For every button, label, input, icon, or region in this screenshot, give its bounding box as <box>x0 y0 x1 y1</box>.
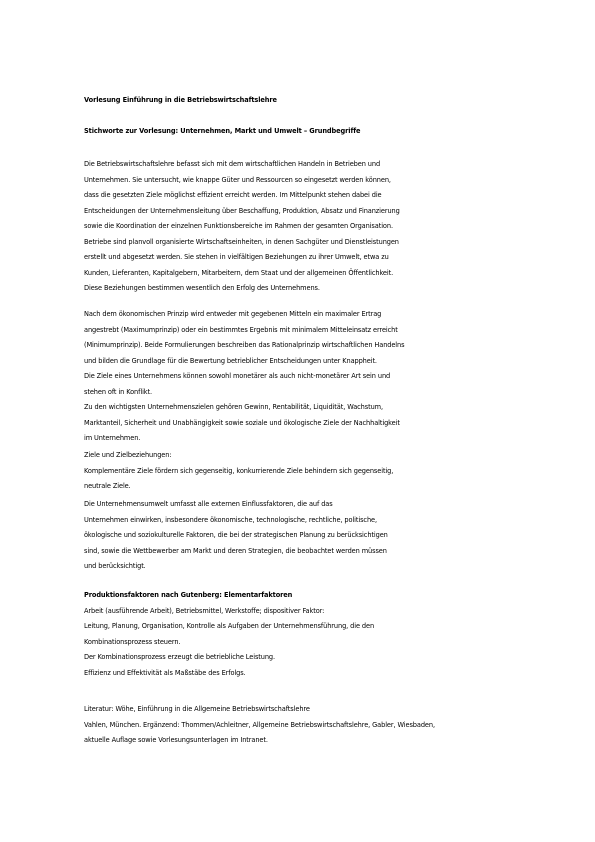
list-2 <box>84 588 514 681</box>
paragraph-1 <box>84 157 514 297</box>
document-title: Vorlesung Einführung in die Betriebswirtschaftslehre <box>84 96 277 104</box>
text-line: Literatur: Wöhe, Einführung in die Allgemeine Betriebswirtschaftslehre <box>84 705 310 713</box>
text-line: erstellt und abgesetzt werden. Sie stehen in vielfältigen Beziehungen zu ihrer Umwelt, etwa zu <box>84 253 389 261</box>
text-line: dass die gesetzten Ziele möglichst effizient erreicht werden. Im Mittelpunkt stehen dabei die <box>84 191 382 199</box>
text-line: Betriebe sind planvoll organisierte Wirtschaftseinheiten, in denen Sachgüter und Dienstleistungen <box>84 237 399 246</box>
text-line: (Minimumprinzip). Beide Formulierungen beschreiben das Rationalprinzip wirtschaftlichen Handelns <box>84 341 405 349</box>
text-line: und bilden die Grundlage für die Bewertung betrieblicher Entscheidungen unter Knappheit. <box>84 356 377 365</box>
list-item: Ziele und Zielbeziehungen: <box>84 451 172 459</box>
list-item: Kombinationsprozess steuern. <box>84 637 181 646</box>
text-line: Entscheidungen der Unternehmensleitung über Beschaffung, Produktion, Absatz und Finanzierung <box>84 206 400 215</box>
list-item: Effizienz und Effektivität als Maßstäbe des Erfolgs. <box>84 668 246 677</box>
document-title-block <box>84 93 514 109</box>
text-line: Kunden, Lieferanten, Kapitalgebern, Mitarbeitern, dem Staat und der allgemeinen Öffentlichkeit. <box>84 268 394 277</box>
text-line: Die Unternehmensumwelt umfasst alle externen Einflussfaktoren, die auf das <box>84 500 333 508</box>
list-item: Der Kombinationsprozess erzeugt die betriebliche Leistung. <box>84 653 276 661</box>
text-line: Marktanteil, Sicherheit und Unabhängigkeit sowie soziale und ökologische Ziele der Nachhaltigkeit <box>84 418 400 427</box>
document-subtitle-block <box>84 124 514 140</box>
text-line: Die Betriebswirtschaftslehre befasst sich mit dem wirtschaftlichen Handeln in Betrieben und <box>84 160 381 168</box>
list-heading: Produktionsfaktoren nach Gutenberg: Elementarfaktoren <box>84 591 293 599</box>
text-line: sowie die Koordination der einzelnen Funktionsbereiche im Rahmen der gesamten Organisation. <box>84 222 393 230</box>
text-line: Unternehmen. Sie untersucht, wie knappe Güter und Ressourcen so eingesetzt werden können, <box>84 175 391 184</box>
list-item: Arbeit (ausführende Arbeit), Betriebsmittel, Werkstoffe; dispositiver Faktor: <box>84 606 325 615</box>
text-line: Nach dem ökonomischen Prinzip wird entweder mit gegebenen Mitteln ein maximaler Ertrag <box>84 310 382 318</box>
list-item: neutrale Ziele. <box>84 482 131 490</box>
paragraph-3 <box>84 400 514 447</box>
text-line: Diese Beziehungen bestimmen wesentlich den Erfolg des Unternehmens. <box>84 284 320 292</box>
document-subtitle: Stichworte zur Vorlesung: Unternehmen, Markt und Umwelt – Grundbegriffe <box>84 127 361 135</box>
text-line: angestrebt (Maximumprinzip) oder ein bestimmtes Ergebnis mit minimalem Mitteleinsatz erreicht <box>84 325 398 334</box>
list-1 <box>84 448 514 495</box>
paragraph-4 <box>84 497 514 575</box>
section-literature <box>84 702 514 749</box>
text-line: im Unternehmen. <box>84 434 141 442</box>
text-line: und berücksichtigt. <box>84 562 146 570</box>
text-line: stehen oft in Konflikt. <box>84 387 153 396</box>
list-item: Leitung, Planung, Organisation, Kontrolle als Aufgaben der Unternehmensführung, die den <box>84 622 375 630</box>
text-line: Die Ziele eines Unternehmens können sowohl monetärer als auch nicht-monetärer Art sein und <box>84 372 391 380</box>
paragraph-2 <box>84 307 514 400</box>
text-line: aktuelle Auflage sowie Vorlesungsunterlagen im Intranet. <box>84 736 268 744</box>
text-line: sind, sowie die Wettbewerber am Markt und deren Strategien, die beobachtet werden müssen <box>84 546 387 555</box>
text-line: Unternehmen einwirken, insbesondere ökonomische, technologische, rechtliche, politische, <box>84 515 377 524</box>
list-item: Komplementäre Ziele fördern sich gegenseitig, konkurrierende Ziele behindern sich gegenseitig, <box>84 466 394 475</box>
text-line: Zu den wichtigsten Unternehmenszielen gehören Gewinn, Rentabilität, Liquidität, Wachstum, <box>84 403 383 411</box>
text-line: Vahlen, München. Ergänzend: Thommen/Achleitner, Allgemeine Betriebswirtschaftslehre, Gabler, Wiesbaden, <box>84 720 435 729</box>
text-line: ökologische und soziokulturelle Faktoren, die bei der strategischen Planung zu berücksichtigen <box>84 531 388 539</box>
